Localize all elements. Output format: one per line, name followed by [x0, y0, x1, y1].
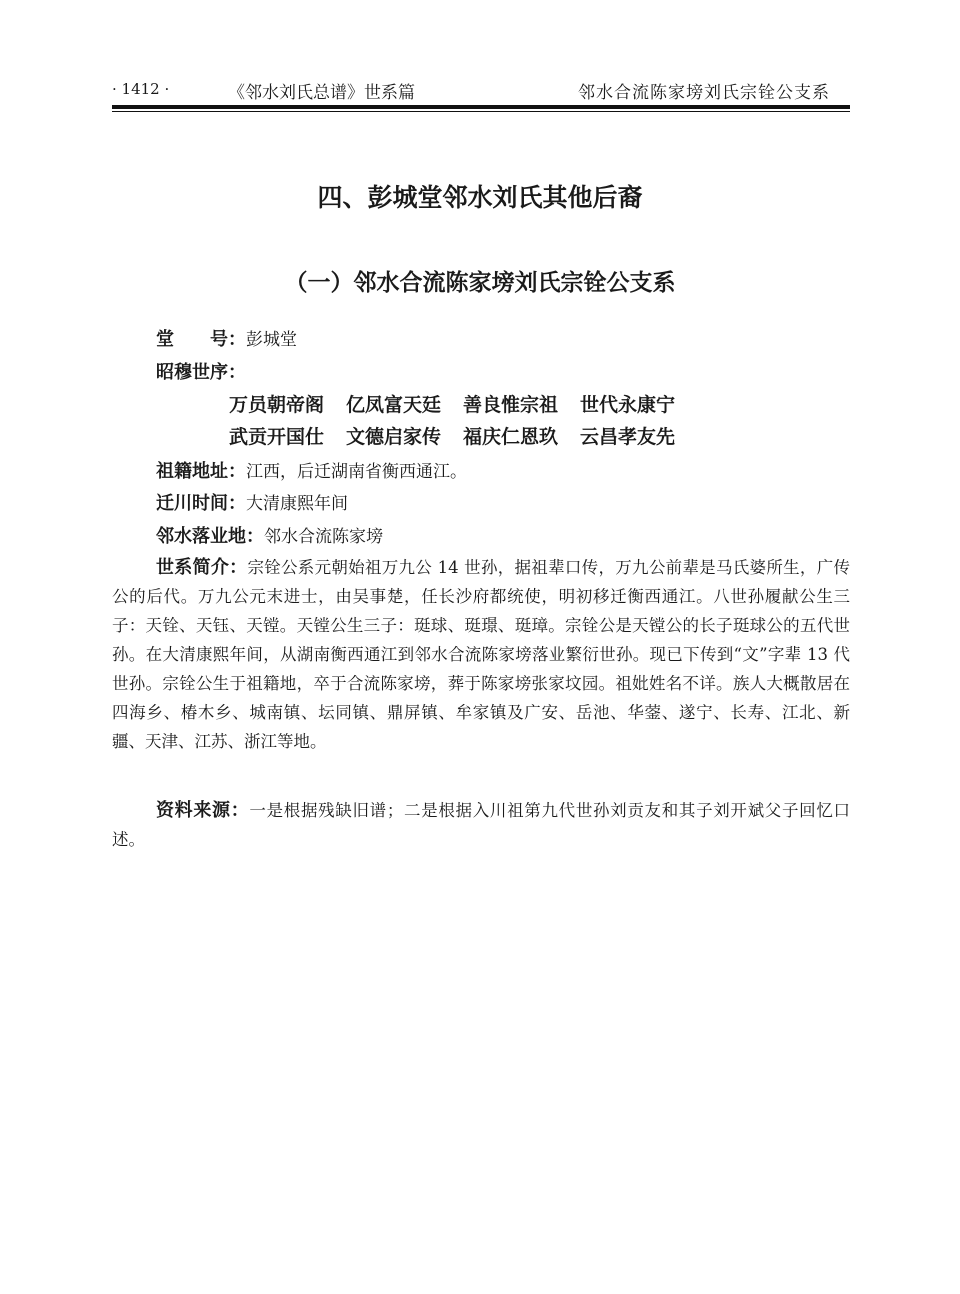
subsection-title: （一）邻水合流陈家塝刘氏宗铨公支系	[284, 269, 676, 296]
hall-label: 堂 号：	[156, 329, 246, 350]
generation-label: 昭穆世序：	[156, 362, 246, 383]
sources-paragraph	[112, 796, 850, 854]
running-header	[112, 78, 850, 104]
ancestral-home-field	[156, 457, 467, 483]
sources-text: 一是根据残缺旧谱；二是根据入川祖第九代世孙刘贡友和其子刘开斌父子回忆口述。	[112, 801, 851, 849]
branch-title: 邻水合流陈家塝刘氏宗铨公支系	[578, 83, 830, 103]
ancestral-home-label: 祖籍地址：	[156, 461, 246, 482]
poem-phrase: 文德启家传	[346, 426, 442, 448]
poem-phrase: 万员朝帝阁	[229, 394, 325, 416]
intro-label: 世系简介：	[156, 557, 248, 578]
intro-paragraph	[112, 553, 850, 756]
settlement-label: 邻水落业地：	[156, 526, 264, 547]
page-number: · 1412 ·	[112, 80, 170, 98]
migration-time-value: 大清康熙年间	[246, 494, 348, 514]
poem-phrase: 福庆仁恩玖	[463, 426, 559, 448]
settlement-value: 邻水合流陈家塝	[264, 527, 383, 547]
book-title: 《邻水刘氏总谱》世系篇	[228, 83, 415, 103]
generation-field	[156, 358, 246, 384]
intro-text: 宗铨公系元朝始祖万九公 14 世孙，据祖辈口传，万九公前辈是马氏婆所生，广传公的后代。万九公元末进士，由吴事楚，任长沙府都统使，明初移迁衡西通江。八世孙履献公生三子：天铨、天钰、天镗。天镗公生三子：珽球、珽璟、珽璋。宗铨公是天镗公的长子珽球公的五代世孙。在大清康熙年间，从湖南衡西通江到邻水合流陈家塝落业繁衍世孙。现已下传到“文”字辈 13 代世孙。宗铨公生于祖籍地，卒于合流陈家塝，葬于陈家塝张家坟园。祖妣姓名不详。族人大概散居在四海乡、椿木乡、城南镇、坛同镇、鼎屏镇、牟家镇及广安、岳池、华蓥、遂宁、长寿、江北、新疆、天津、江苏、浙江等地。	[112, 558, 850, 751]
poem-phrase: 亿凤富天廷	[346, 394, 442, 416]
poem-phrase: 武贡开国仕	[229, 426, 325, 448]
header-rule-thin	[112, 111, 850, 112]
section-title: 四、彭城堂邻水刘氏其他后裔	[317, 183, 643, 212]
settlement-field	[156, 522, 383, 548]
migration-time-label: 迁川时间：	[156, 493, 246, 514]
poem-phrase: 世代永康宁	[580, 394, 676, 416]
migration-time-field	[156, 489, 348, 515]
poem-phrase: 云昌孝友先	[580, 426, 676, 448]
header-rule-thick	[112, 105, 850, 109]
generation-poem-line-2	[229, 422, 697, 449]
hall-value: 彭城堂	[246, 330, 297, 350]
poem-phrase: 善良惟宗祖	[463, 394, 559, 416]
ancestral-home-value: 江西，后迁湖南省衡西通江。	[246, 462, 467, 482]
hall-field	[156, 325, 297, 351]
sources-label: 资料来源：	[156, 800, 250, 821]
generation-poem-line-1	[229, 390, 697, 417]
